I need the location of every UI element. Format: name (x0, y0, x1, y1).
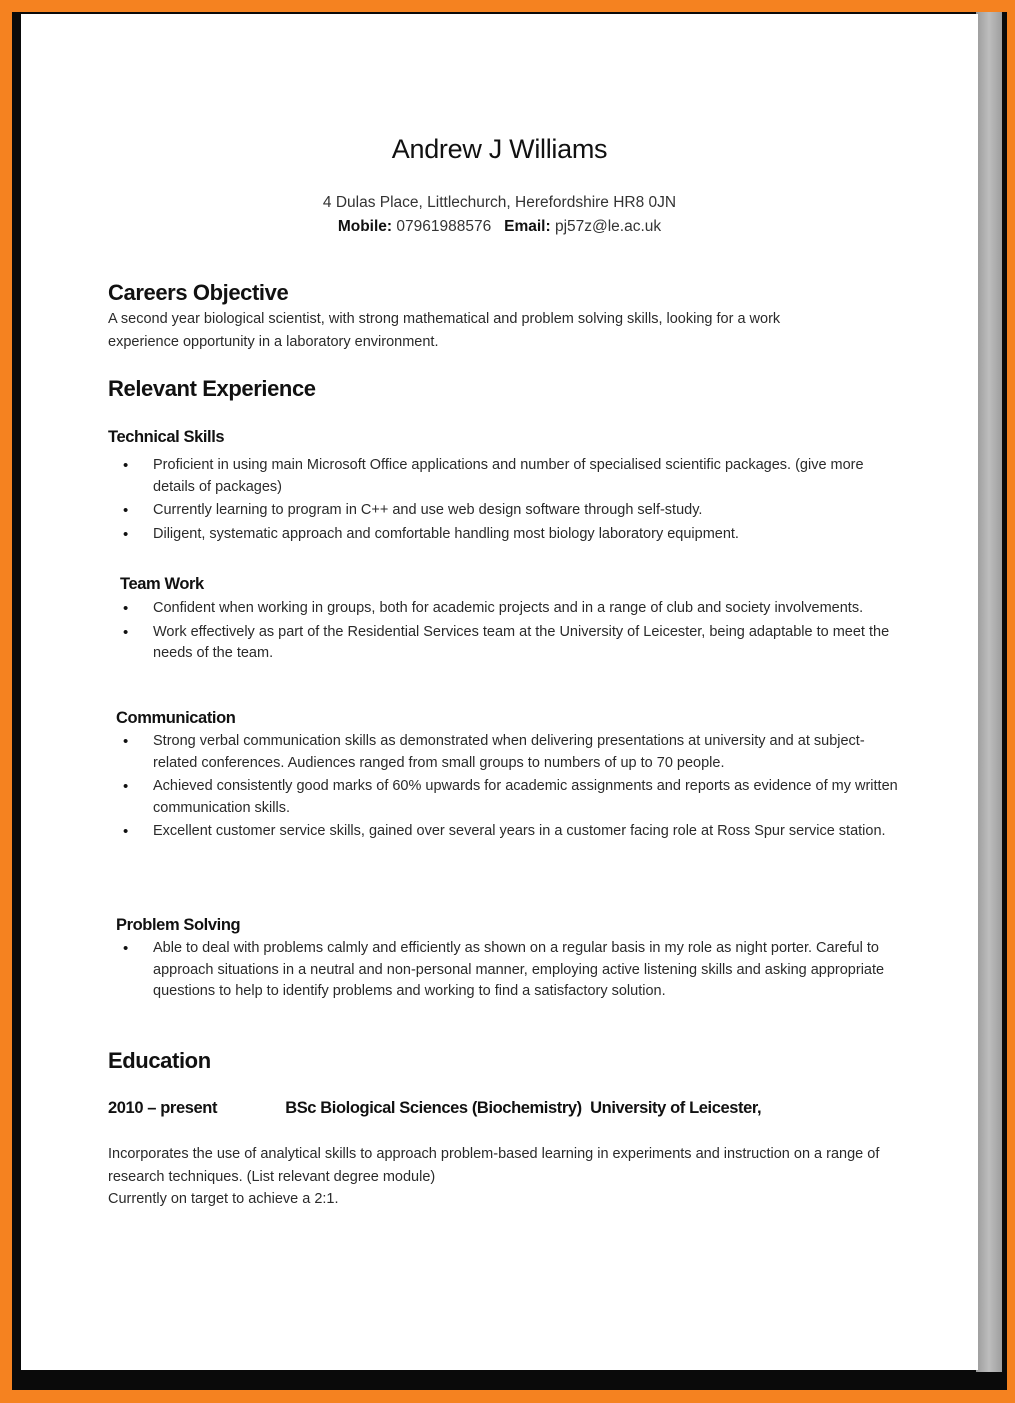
list-item: • Strong verbal communication skills as demonstrated when delivering presentations at university and at subject-related conferences. Audiences ranged from small groups to numbers of up to 70 people. (108, 731, 898, 774)
page-shadow (976, 12, 1002, 1372)
education-heading: Education (108, 1048, 211, 1073)
problem-solving-list (108, 938, 898, 1005)
education-target: Currently on target to achieve a 2:1. (108, 1191, 339, 1207)
cv-page (21, 14, 978, 1370)
education-institution: University of Leicester, (590, 1099, 762, 1117)
objective-heading: Careers Objective (108, 280, 289, 305)
contact-line (21, 218, 978, 236)
list-item: • Excellent customer service skills, gained over several years in a customer facing role at Ross Spur service station. (108, 821, 898, 843)
list-item: • Work effectively as part of the Residential Services team at the University of Leicester, being adaptable to meet the needs of the team. (108, 622, 898, 665)
list-item: • Achieved consistently good marks of 60% upwards for academic assignments and reports as evidence of my written communication skills. (108, 776, 898, 819)
technical-skills-list (108, 455, 898, 547)
experience-heading: Relevant Experience (108, 376, 316, 401)
education-description: Incorporates the use of analytical skills to approach problem-based learning in experiments and instruction on a range of research techniques. (List relevant degree module) (108, 1146, 880, 1185)
problem-solving-heading: Problem Solving (116, 916, 241, 934)
mobile-number: 07961988576 (396, 218, 492, 235)
list-item: • Proficient in using main Microsoft Office applications and number of specialised scientific packages. (give more details of packages) (108, 455, 898, 498)
technical-skills-heading: Technical Skills (108, 428, 225, 446)
education-degree: BSc Biological Sciences (Biochemistry) (285, 1099, 582, 1117)
communication-list (108, 731, 898, 845)
education-period: 2010 – present (108, 1099, 218, 1117)
education-entry (108, 1099, 761, 1118)
list-item: • Diligent, systematic approach and comfortable handling most biology laboratory equipment. (108, 524, 898, 546)
communication-heading: Communication (116, 709, 236, 727)
list-item: • Able to deal with problems calmly and efficiently as shown on a regular basis in my role as night porter. Careful to approach situations in a neutral and non-personal manner, employing active listening skills and asking appropriate questions to help to identify problems and working to find a satisfactory solution. (108, 938, 898, 1003)
team-work-heading: Team Work (120, 575, 204, 593)
address: 4 Dulas Place, Littlechurch, Herefordshire HR8 0JN (322, 194, 677, 211)
candidate-name: Andrew J Williams (391, 134, 608, 164)
email-address: pj57z@le.ac.uk (554, 218, 662, 235)
list-item: • Currently learning to program in C++ and use web design software through self-study. (108, 500, 898, 522)
mobile-label: Mobile: (337, 218, 393, 235)
list-item: • Confident when working in groups, both for academic projects and in a range of club and society involvements. (108, 598, 898, 620)
objective-text: A second year biological scientist, with strong mathematical and problem solving skills, looking for a work experience opportunity in a laboratory environment. (108, 311, 781, 350)
email-label: Email: (504, 218, 551, 235)
team-work-list (108, 598, 898, 667)
